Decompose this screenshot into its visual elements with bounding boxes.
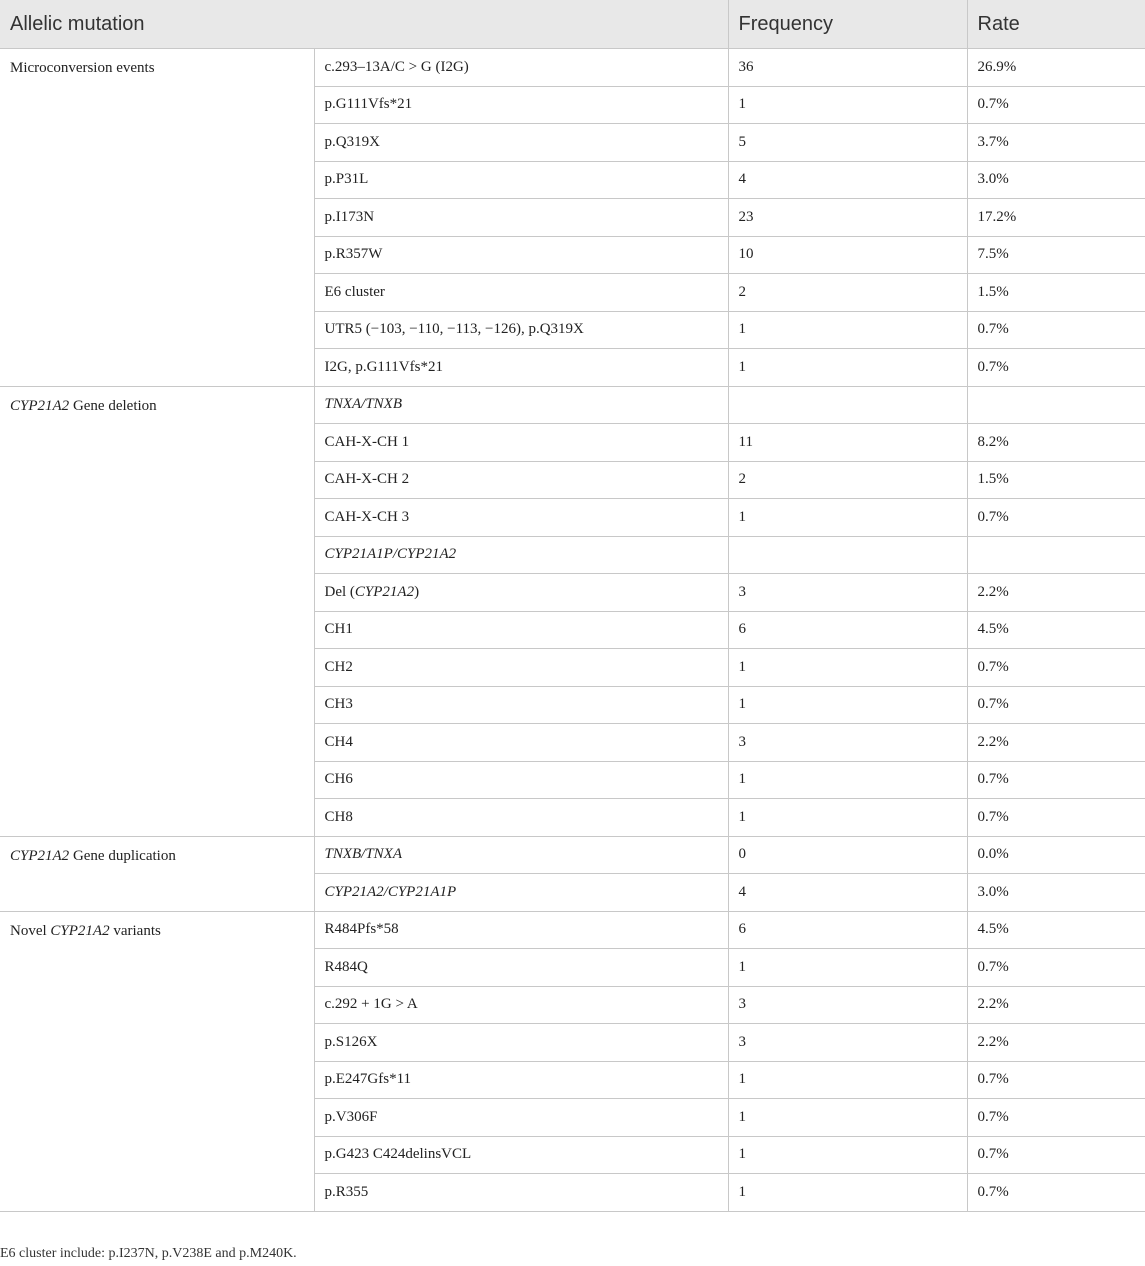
mutation-cell	[314, 424, 728, 462]
frequency-cell: 1	[728, 349, 967, 387]
mutation-cell	[314, 686, 728, 724]
rate-cell: 0.7%	[967, 311, 1145, 349]
rate-cell: 3.0%	[967, 161, 1145, 199]
mutation-cell	[314, 611, 728, 649]
rate-cell: 8.2%	[967, 424, 1145, 462]
mutation-text: CYP21A2/CYP21A1P	[324, 883, 457, 900]
frequency-cell: 3	[728, 986, 967, 1024]
table-footnote: E6 cluster include: p.I237N, p.V238E and p.M240K.	[0, 1246, 297, 1261]
mutation-cell	[314, 461, 728, 499]
mutation-cell	[314, 1024, 728, 1062]
rate-cell: 0.7%	[967, 949, 1145, 987]
header-rate: Rate	[967, 0, 1145, 49]
mutation-text: p.R357W	[324, 246, 383, 263]
rate-cell: 1.5%	[967, 274, 1145, 312]
frequency-cell: 0	[728, 836, 967, 874]
group-label-gene: CYP21A2	[10, 397, 70, 414]
rate-cell: 0.7%	[967, 349, 1145, 387]
mutation-text: CH6	[324, 771, 353, 788]
group-label-text: Gene duplication	[69, 847, 176, 864]
mutation-cell	[314, 949, 728, 987]
mutation-text: CAH-X-CH 2	[324, 471, 410, 488]
mutation-text: CH8	[324, 808, 353, 825]
group-label	[0, 386, 314, 836]
group-label-gene: CYP21A2	[50, 922, 110, 939]
frequency-cell: 11	[728, 424, 967, 462]
rate-cell: 7.5%	[967, 236, 1145, 274]
mutation-text: p.I173N	[324, 208, 375, 225]
mutation-cell	[314, 349, 728, 387]
mutation-text: CAH-X-CH 3	[324, 508, 410, 525]
mutation-text-suffix: )	[414, 583, 420, 600]
frequency-cell: 2	[728, 274, 967, 312]
frequency-cell: 3	[728, 724, 967, 762]
frequency-cell: 1	[728, 799, 967, 837]
frequency-cell: 23	[728, 199, 967, 237]
mutation-cell	[314, 1099, 728, 1137]
frequency-cell: 1	[728, 949, 967, 987]
mutation-cell	[314, 986, 728, 1024]
mutation-cell	[314, 199, 728, 237]
mutation-text: E6 cluster	[324, 283, 385, 300]
group-label	[0, 49, 314, 387]
group-label-text: variants	[109, 922, 161, 939]
mutation-cell	[314, 836, 728, 874]
mutation-text: CH3	[324, 696, 353, 713]
rate-cell: 3.0%	[967, 874, 1145, 912]
frequency-cell: 4	[728, 874, 967, 912]
rate-cell: 0.7%	[967, 649, 1145, 687]
frequency-cell: 1	[728, 86, 967, 124]
frequency-cell: 1	[728, 761, 967, 799]
frequency-cell: 6	[728, 611, 967, 649]
frequency-cell: 3	[728, 574, 967, 612]
mutation-text: p.S126X	[324, 1033, 378, 1050]
mutation-text: CH2	[324, 658, 353, 675]
frequency-cell: 1	[728, 1174, 967, 1212]
frequency-cell: 10	[728, 236, 967, 274]
mutation-cell	[314, 649, 728, 687]
rate-cell: 2.2%	[967, 1024, 1145, 1062]
rate-cell: 0.7%	[967, 1061, 1145, 1099]
mutation-cell	[314, 911, 728, 949]
rate-cell: 17.2%	[967, 199, 1145, 237]
frequency-cell: 1	[728, 1061, 967, 1099]
frequency-cell: 1	[728, 686, 967, 724]
rate-cell: 0.7%	[967, 86, 1145, 124]
mutation-cell	[314, 799, 728, 837]
rate-cell: 0.0%	[967, 836, 1145, 874]
mutation-text: p.G111Vfs*21	[324, 96, 413, 113]
rate-cell: 2.2%	[967, 724, 1145, 762]
table-row	[0, 386, 1145, 424]
mutation-text: p.V306F	[324, 1108, 378, 1125]
mutation-text-prefix: Del (	[324, 583, 355, 600]
mutation-cell	[314, 1061, 728, 1099]
rate-cell: 0.7%	[967, 1136, 1145, 1174]
rate-cell: 3.7%	[967, 124, 1145, 162]
frequency-cell: 2	[728, 461, 967, 499]
mutation-text: c.292 + 1G > A	[324, 996, 418, 1013]
rate-cell: 0.7%	[967, 1174, 1145, 1212]
table-row	[0, 49, 1145, 87]
table-row	[0, 836, 1145, 874]
mutation-text: R484Pfs*58	[324, 921, 399, 938]
header-allelic-mutation: Allelic mutation	[0, 0, 728, 49]
mutation-text: p.G423 C424delinsVCL	[324, 1146, 472, 1163]
rate-cell	[967, 536, 1145, 574]
mutation-text: CAH-X-CH 1	[324, 433, 410, 450]
table-row	[0, 911, 1145, 949]
rate-cell: 2.2%	[967, 986, 1145, 1024]
mutation-text: p.E247Gfs*11	[324, 1071, 412, 1088]
rate-cell: 26.9%	[967, 49, 1145, 87]
rate-cell: 4.5%	[967, 611, 1145, 649]
mutation-text-gene: CYP21A2	[354, 583, 415, 600]
rate-cell: 0.7%	[967, 686, 1145, 724]
frequency-cell: 4	[728, 161, 967, 199]
frequency-cell: 1	[728, 1099, 967, 1137]
mutation-text: TNXB/TNXA	[324, 846, 403, 863]
mutation-text: p.P31L	[324, 171, 369, 188]
rate-cell	[967, 386, 1145, 424]
mutation-cell	[314, 499, 728, 537]
group-label	[0, 836, 314, 911]
mutation-cell	[314, 1174, 728, 1212]
group-label-prefix: Novel	[10, 922, 51, 939]
mutation-text: CYP21A1P/CYP21A2	[324, 546, 457, 563]
rate-cell: 0.7%	[967, 761, 1145, 799]
frequency-cell: 1	[728, 311, 967, 349]
mutation-cell	[314, 536, 728, 574]
mutation-cell	[314, 49, 728, 87]
group-label	[0, 911, 314, 1211]
mutation-cell	[314, 874, 728, 912]
mutation-text: p.Q319X	[324, 133, 380, 150]
mutation-cell	[314, 161, 728, 199]
mutation-text: R484Q	[324, 958, 368, 975]
frequency-cell: 6	[728, 911, 967, 949]
mutation-cell	[314, 724, 728, 762]
group-label-text: Gene deletion	[69, 397, 157, 414]
mutation-cell	[314, 86, 728, 124]
mutation-cell	[314, 761, 728, 799]
frequency-cell: 1	[728, 1136, 967, 1174]
mutation-cell	[314, 311, 728, 349]
mutation-text: c.293–13A/C > G (I2G)	[324, 58, 469, 75]
frequency-cell: 3	[728, 1024, 967, 1062]
rate-cell: 1.5%	[967, 461, 1145, 499]
mutation-cell	[314, 274, 728, 312]
table-header-row	[0, 0, 1145, 49]
mutation-cell	[314, 574, 728, 612]
mutation-text: p.R355	[324, 1183, 369, 1200]
mutation-cell	[314, 386, 728, 424]
group-label-gene: CYP21A2	[10, 847, 70, 864]
mutation-text: CH4	[324, 733, 353, 750]
group-label-text: Microconversion events	[10, 60, 155, 76]
frequency-cell	[728, 386, 967, 424]
mutation-cell	[314, 124, 728, 162]
frequency-cell: 5	[728, 124, 967, 162]
rate-cell: 0.7%	[967, 799, 1145, 837]
rate-cell: 0.7%	[967, 499, 1145, 537]
mutation-cell	[314, 236, 728, 274]
frequency-cell: 1	[728, 649, 967, 687]
table-body	[0, 49, 1145, 1212]
rate-cell: 2.2%	[967, 574, 1145, 612]
rate-cell: 4.5%	[967, 911, 1145, 949]
header-frequency: Frequency	[728, 0, 967, 49]
frequency-cell: 36	[728, 49, 967, 87]
mutation-text: TNXA/TNXB	[324, 396, 403, 413]
rate-cell: 0.7%	[967, 1099, 1145, 1137]
mutation-text: UTR5 (−103, −110, −113, −126), p.Q319X	[324, 321, 584, 338]
frequency-cell: 1	[728, 499, 967, 537]
mutation-text: CH1	[324, 621, 353, 638]
frequency-cell	[728, 536, 967, 574]
mutation-text: I2G, p.G111Vfs*21	[324, 358, 443, 375]
mutation-cell	[314, 1136, 728, 1174]
